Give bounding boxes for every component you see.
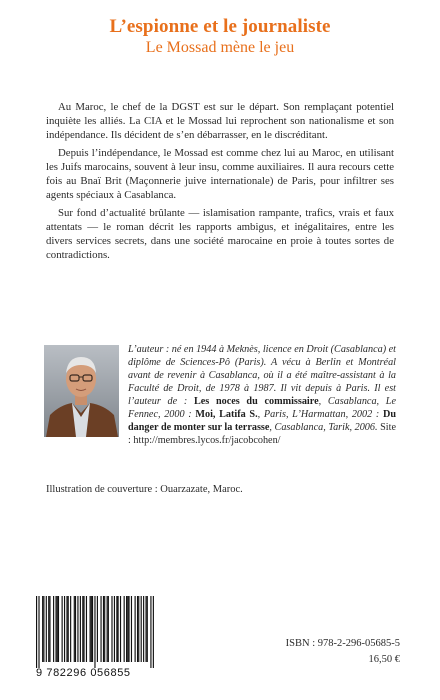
synopsis-paragraph-1: Au Maroc, le chef de la DGST est sur le départ. Son remplaçant potentiel inquiète les alliés. La CIA et le Mossad lui reprochent son nationalisme et son indépendance. Ils décident de s’en débarrasser, en le discréditant.: [46, 101, 394, 141]
synopsis-paragraph-2: Depuis l’indépendance, le Mossad est comme chez lui au Maroc, en utilisant les Juifs marocains, souvent à leur insu, comme auxiliaires. Il aura recours cette fois au Bnaï Brit (Maçonnerie juive internationale) de Paris, pour infiltrer ses agents spéciaux à Casablanca.: [46, 147, 394, 201]
barcode: [36, 596, 154, 668]
barcode-digits: 9 782296 056855: [36, 667, 131, 679]
author-portrait: [44, 345, 119, 437]
works-intro: Il est l’auteur de :: [128, 383, 397, 407]
book-subtitle: Le Mossad mène le jeu: [145, 39, 295, 56]
work-title-1: Les noces du commissaire: [193, 396, 319, 407]
work-details-3: , Casablanca, Tarik, 2006.: [269, 422, 378, 433]
work-details-2: , Paris, L’Harmattan, 2002 :: [257, 409, 380, 420]
author-bio-text: L’auteur : né en 1944 à Meknès, licence en Droit (Casablanca) et diplôme de Sciences-Pô (Paris). A vécu à Berlin et Montréal avant de revenir à Casablanca, où il a été maître-assistant à la Faculté de Droit, de 1978 à 1987. Il vit depuis à Paris.: [128, 344, 397, 394]
isbn: ISBN : 978-2-296-05685-5: [285, 638, 400, 649]
illustration-credit: Illustration de couverture : Ouarzazate, Maroc.: [46, 484, 243, 495]
author-bio: [128, 343, 396, 447]
book-title: L’espionne et le journaliste: [109, 16, 331, 37]
synopsis: [46, 100, 394, 266]
work-title-3: Du danger de monter sur la terrasse: [128, 409, 396, 433]
synopsis-paragraph-3: Sur fond d’actualité brûlante — islamisation rampante, trafics, vrais et faux attentats — le roman décrit les rapports ambigus, et inégalitaires, entre les divers services secrets, dans une société marocaine en proie à toutes sortes de contradictions.: [46, 207, 394, 261]
site-link[interactable]: http://membres.lycos.fr/jacobcohen/: [133, 435, 281, 446]
work-title-2: Moi, Latifa S.: [195, 409, 258, 420]
site-label: Site :: [128, 422, 396, 446]
work-details-1: , Casablanca, Le Fennec, 2000 :: [128, 396, 396, 420]
price: 16,50 €: [368, 654, 400, 665]
